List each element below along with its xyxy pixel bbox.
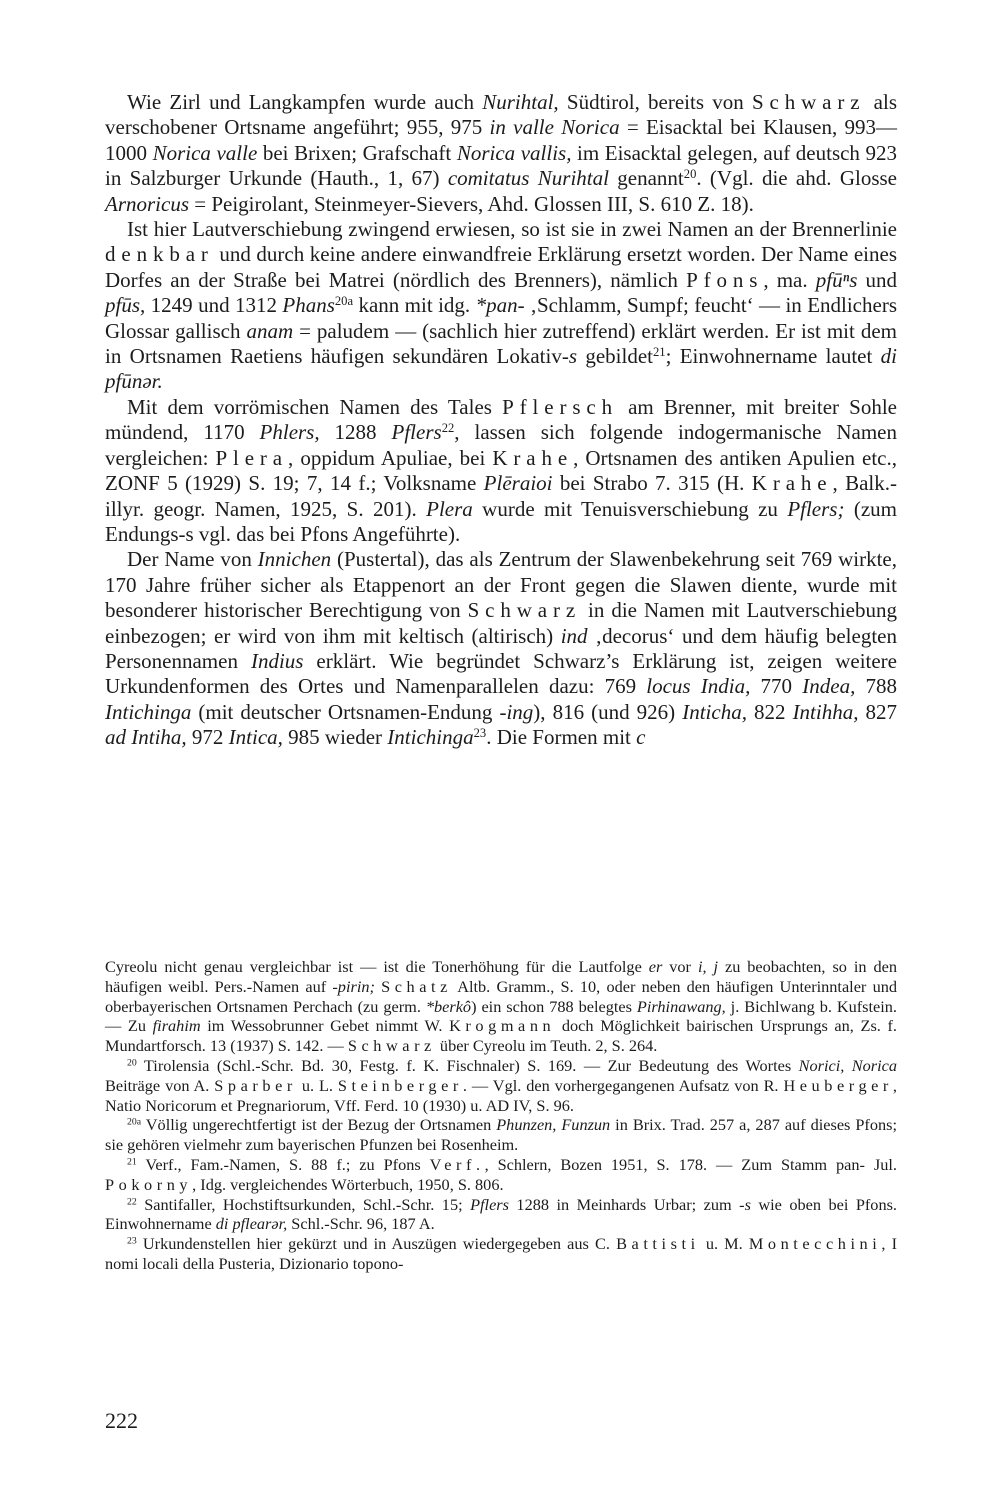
- italic-run: Nurihtal,: [482, 90, 559, 114]
- italic-run: *berkô: [425, 996, 472, 1016]
- footnote-22: [105, 1195, 897, 1235]
- text-run: , Ortsnamen des antiken Apulien etc., ZONF 5 (1929) S. 19; 7, 14 f.; Volksname: [105, 445, 897, 496]
- italic-run: pfūⁿs: [815, 267, 858, 292]
- text-run: und durch keine andere einwandfreie Erklärung ersetzt worden. Der Name eines Dorfes an der Straße bei Matrei (nördlich des Brenners), nämlich: [105, 242, 897, 292]
- italic-run: Intihha,: [792, 699, 859, 724]
- text-run: , lassen sich folgende indogermanische Namen vergleichen:: [105, 420, 897, 470]
- text-run: Urkundenstellen hier gekürzt und in Auszügen wiedergegeben aus C.: [136, 1234, 617, 1254]
- author-name: Schwarz: [347, 1036, 436, 1056]
- text-run: Santifaller, Hochstiftsurkunden, Schl.-Schr. 15;: [136, 1194, 471, 1214]
- italic-run: Indea,: [802, 674, 856, 699]
- italic-run: anam: [246, 318, 294, 343]
- paragraph-pfons: [105, 217, 897, 395]
- text-run: ‚decorus‘ und dem häufig belegten Personennamen: [105, 623, 897, 673]
- author-name: Sparber: [214, 1075, 297, 1095]
- text-run: 788: [855, 674, 898, 699]
- text-run: über Cyreolu im Teuth. 2, S. 264.: [435, 1036, 658, 1056]
- text-run: , Schlern, Bozen 1951, S. 178. — Zum Stamm pan- Jul.: [484, 1154, 897, 1174]
- text-run: Der Name von: [127, 547, 258, 572]
- italic-run: Pflers: [391, 420, 442, 445]
- paragraph-pflersch: [105, 395, 897, 547]
- text-run: 972: [186, 725, 229, 750]
- italic-run: Plera: [426, 496, 473, 521]
- text-run: wie oben bei Pfons. Einwohnername: [105, 1194, 897, 1234]
- text-run: und: [857, 267, 898, 292]
- text-run: als verschobener Ortsname angeführt; 955, 975: [105, 90, 898, 140]
- text-run: 1288: [319, 420, 392, 445]
- text-run: gebildet: [577, 344, 653, 369]
- text-run: wurde mit Tenuisverschiebung zu: [472, 496, 788, 521]
- italic-run: pfūs,: [105, 293, 146, 318]
- text-run: u. M.: [699, 1234, 749, 1254]
- author-name: Krahe: [751, 471, 833, 496]
- author-name: Steinberger: [337, 1075, 463, 1095]
- text-run: Südtirol, bereits von: [558, 90, 752, 114]
- text-run: zu beobachten, so in den häufigen weibl. Pers.-Namen auf: [105, 957, 897, 996]
- italic-run: Intica,: [228, 725, 283, 750]
- footnote-number: 20a: [127, 1117, 142, 1128]
- text-run: Beiträge von A.: [105, 1075, 215, 1095]
- text-run: in die Namen mit Lautverschiebung einbezogen; er wird von ihm mit keltisch (altirisch): [105, 598, 897, 648]
- main-text: [105, 90, 897, 751]
- text-run: , Idg. vergleichendes Wörterbuch, 1950, S. 806.: [192, 1174, 504, 1194]
- author-name: Montecchini: [748, 1234, 882, 1254]
- text-run: in Brix. Trad. 257 a, 287 auf dieses Pfons; sie gehören vielmehr zum bayerischen Pfunzen bei Rosenheim.: [105, 1115, 897, 1155]
- text-run: 827: [858, 699, 898, 724]
- text-run: = Eisacktal bei Klausen, 993—1000: [105, 115, 897, 165]
- text-run: bei Strabo 7. 315 (H.: [552, 471, 752, 496]
- italic-run: comitatus Nurihtal: [447, 166, 609, 191]
- author-name: Krahe: [492, 445, 574, 470]
- text-run: , oppidum Apuliae, bei: [288, 445, 493, 470]
- text-run: vor: [662, 957, 698, 976]
- text-run: Altb. Gramm., S. 10, oder neben den häufigen Unterinntaler und oberbayerischen Ortsnamen Perchach (zu germ.: [105, 976, 897, 1016]
- italic-run: ind: [560, 623, 588, 648]
- italic-run: -pirin;: [332, 976, 375, 996]
- author-name: Heuberger: [783, 1075, 893, 1095]
- italic-run: er: [648, 957, 663, 976]
- italic-run: Inticha,: [682, 699, 747, 724]
- italic-run: Intichinga: [105, 699, 192, 724]
- text-run: ; Einwohnername lautet: [665, 344, 881, 369]
- text-run: erklärt. Wie begründet Schwarz’s Erklärung ist, zeigen weitere Urkundenformen des Ortes und Namenparallelen dazu: 769: [105, 648, 897, 699]
- italic-run: Norica valle: [152, 140, 258, 165]
- italic-run: Norici, Norica: [798, 1055, 897, 1075]
- text-run: j. Bichlwang b. Kufstein. — Zu: [105, 996, 898, 1036]
- footnote-ref: 21: [652, 345, 666, 360]
- italic-run: Phunzen, Funzun: [496, 1115, 611, 1135]
- text-run: doch Möglichkeit bairischen Ursprungs an, Zs. f. Mundartforsch. 13 (1937) S. 142. —: [105, 1016, 897, 1056]
- spaced-word: Pflersch: [502, 394, 618, 419]
- text-run: (Pustertal), das als Zentrum der Slawenbekehrung seit 769 wirkte, 170 Jahre früher sicher als Etappenort an der Front gegen die Slawen diente, wurde mit besonderer historischer Berechtigung von: [105, 547, 897, 623]
- text-run: Tirolensia (Schl.-Schr. Bd. 30, Festg. f. K. Fischnaler) S. 169. — Zur Bedeutung des Wortes: [136, 1055, 799, 1075]
- text-run: genannt: [608, 166, 684, 191]
- text-run: im Wessobrunner Gebet nimmt W.: [200, 1016, 450, 1036]
- italic-run: Phlers,: [259, 420, 320, 445]
- text-run: Schl.-Schr. 96, 187 A.: [287, 1214, 435, 1234]
- italic-run: di pfūnər.: [105, 344, 897, 394]
- text-run: Cyreolu nicht genau vergleichbar ist — ist die Tonerhöhung für die Lautfolge: [105, 957, 649, 976]
- text-run: kann mit idg.: [353, 293, 476, 318]
- text-run: = Peigirolant, Steinmeyer-Sievers, Ahd. Glossen III, S. 610 Z. 18).: [189, 191, 754, 216]
- author-name: Pokorny: [105, 1174, 193, 1194]
- italic-run: Innichen: [257, 547, 332, 572]
- italic-run: firahim: [152, 1016, 201, 1036]
- footnote-ref: 23: [473, 726, 487, 741]
- page-number: 222: [105, 1408, 138, 1433]
- italic-run: Indius: [250, 648, 304, 673]
- author-name: Schwarz: [751, 90, 866, 114]
- italic-run: ad Intiha,: [105, 725, 187, 750]
- text-run: am Brenner, mit breiter Sohle mündend, 1170: [105, 394, 897, 445]
- footnote-number: 22: [127, 1196, 137, 1208]
- text-run: , Balk.-illyr. geogr. Namen, 1925, S. 201).: [105, 471, 897, 521]
- text-run: ‚Schlamm, Sumpf; feucht‘ — in Endlichers Glossar gallisch: [105, 293, 897, 343]
- footnote-number: 23: [127, 1235, 137, 1247]
- spaced-word: Plera: [215, 445, 289, 470]
- text-run: 822: [746, 699, 793, 724]
- footnote-20: [105, 1056, 897, 1115]
- text-run: u. L.: [296, 1075, 338, 1095]
- footnote-21: [105, 1155, 897, 1195]
- paragraph-nurihtal: [105, 90, 897, 217]
- footnote-ref: 20a: [334, 294, 354, 309]
- text-run: = paludem — (sachlich hier zutreffend) erklärt werden. Er ist mit dem in Ortsnamen Raetiens häufigen sekundären Lokativ-: [105, 318, 897, 369]
- author-name: Krogmann: [449, 1016, 556, 1036]
- italic-run: i, j: [697, 957, 719, 976]
- text-run: Völlig ungerechtfertigt ist der Bezug der Ortsnamen: [141, 1115, 497, 1135]
- footnote-ref: 22: [441, 421, 455, 436]
- text-run: . — Vgl. den vorhergegangenen Aufsatz von R.: [462, 1075, 784, 1095]
- footnote-number: 20: [127, 1057, 137, 1069]
- text-run: bei Brixen; Grafschaft: [257, 140, 457, 165]
- text-run: Ist hier Lautverschiebung zwingend erwiesen, so ist sie in zwei Namen an der Brennerlinie: [127, 217, 897, 242]
- footnotes: [105, 957, 897, 1274]
- spaced-word: Pfons: [686, 267, 764, 292]
- author-name: Verf.: [429, 1154, 485, 1174]
- italic-run: -ing: [499, 699, 534, 724]
- italic-run: c: [636, 725, 646, 750]
- spaced-word: denkbar: [105, 242, 214, 267]
- italic-run: in valle Norica: [489, 115, 620, 140]
- text-run: Mit dem vorrömischen Namen des Tales: [127, 394, 503, 419]
- text-run: ), 816 (und 926): [533, 699, 683, 724]
- text-run: . Die Formen mit: [486, 725, 637, 750]
- text-run: 1249 und 1312: [145, 293, 283, 318]
- text-run: , I nomi locali della Pusteria, Dizionario topono-: [105, 1234, 897, 1273]
- italic-run: di pflearər,: [215, 1214, 288, 1234]
- italic-run: *pan-: [475, 293, 525, 318]
- text-run: (zum Endungs-s vgl. das bei Pfons Angeführte).: [105, 496, 898, 546]
- text-run: , ma.: [763, 267, 816, 292]
- italic-run: Pflers: [470, 1194, 509, 1214]
- italic-run: Arnoricus: [105, 191, 189, 216]
- paragraph-innichen: [105, 547, 897, 750]
- text-run: im Eisacktal gelegen, auf deutsch 923 in Salzburger Urkunde (Hauth., 1, 67): [105, 140, 897, 191]
- italic-run: Pflers;: [787, 496, 845, 521]
- footnote-ref: 20: [683, 167, 697, 182]
- italic-run: s: [568, 344, 577, 369]
- footnote-continuation: [105, 957, 897, 1056]
- author-name: Battisti: [616, 1234, 700, 1254]
- author-name: Schwarz: [467, 598, 582, 623]
- italic-run: Pirhinawang,: [636, 996, 726, 1016]
- text-run: Wie Zirl und Langkampfen wurde auch: [127, 90, 483, 114]
- italic-run: locus India,: [646, 674, 751, 699]
- text-run: ) ein schon 788 belegtes: [471, 996, 637, 1016]
- text-run: , Natio Noricorum et Pregnariorum, Vff. Ferd. 10 (1930) u. AD IV, S. 96.: [105, 1075, 897, 1115]
- footnote-20a: [105, 1115, 897, 1155]
- text-run: Verf., Fam.-Namen, S. 88 f.; zu Pfons: [136, 1154, 430, 1174]
- author-name: Schatz: [381, 976, 452, 996]
- text-run: . (Vgl. die ahd. Glosse: [696, 166, 897, 191]
- italic-run: Norica vallis,: [456, 140, 572, 165]
- text-run: 1288 in Meinhards Urbar; zum: [508, 1194, 740, 1214]
- italic-run: Plēraioi: [483, 471, 553, 496]
- text-run: (mit deutscher Ortsnamen-Endung: [191, 699, 500, 724]
- footnote-23: [105, 1234, 897, 1274]
- italic-run: Intichinga: [387, 725, 474, 750]
- footnote-number: 21: [127, 1156, 137, 1168]
- italic-run: -s: [739, 1194, 751, 1214]
- italic-run: Phans: [282, 293, 335, 318]
- text-run: 770: [750, 674, 803, 699]
- text-run: 985 wieder: [282, 725, 388, 750]
